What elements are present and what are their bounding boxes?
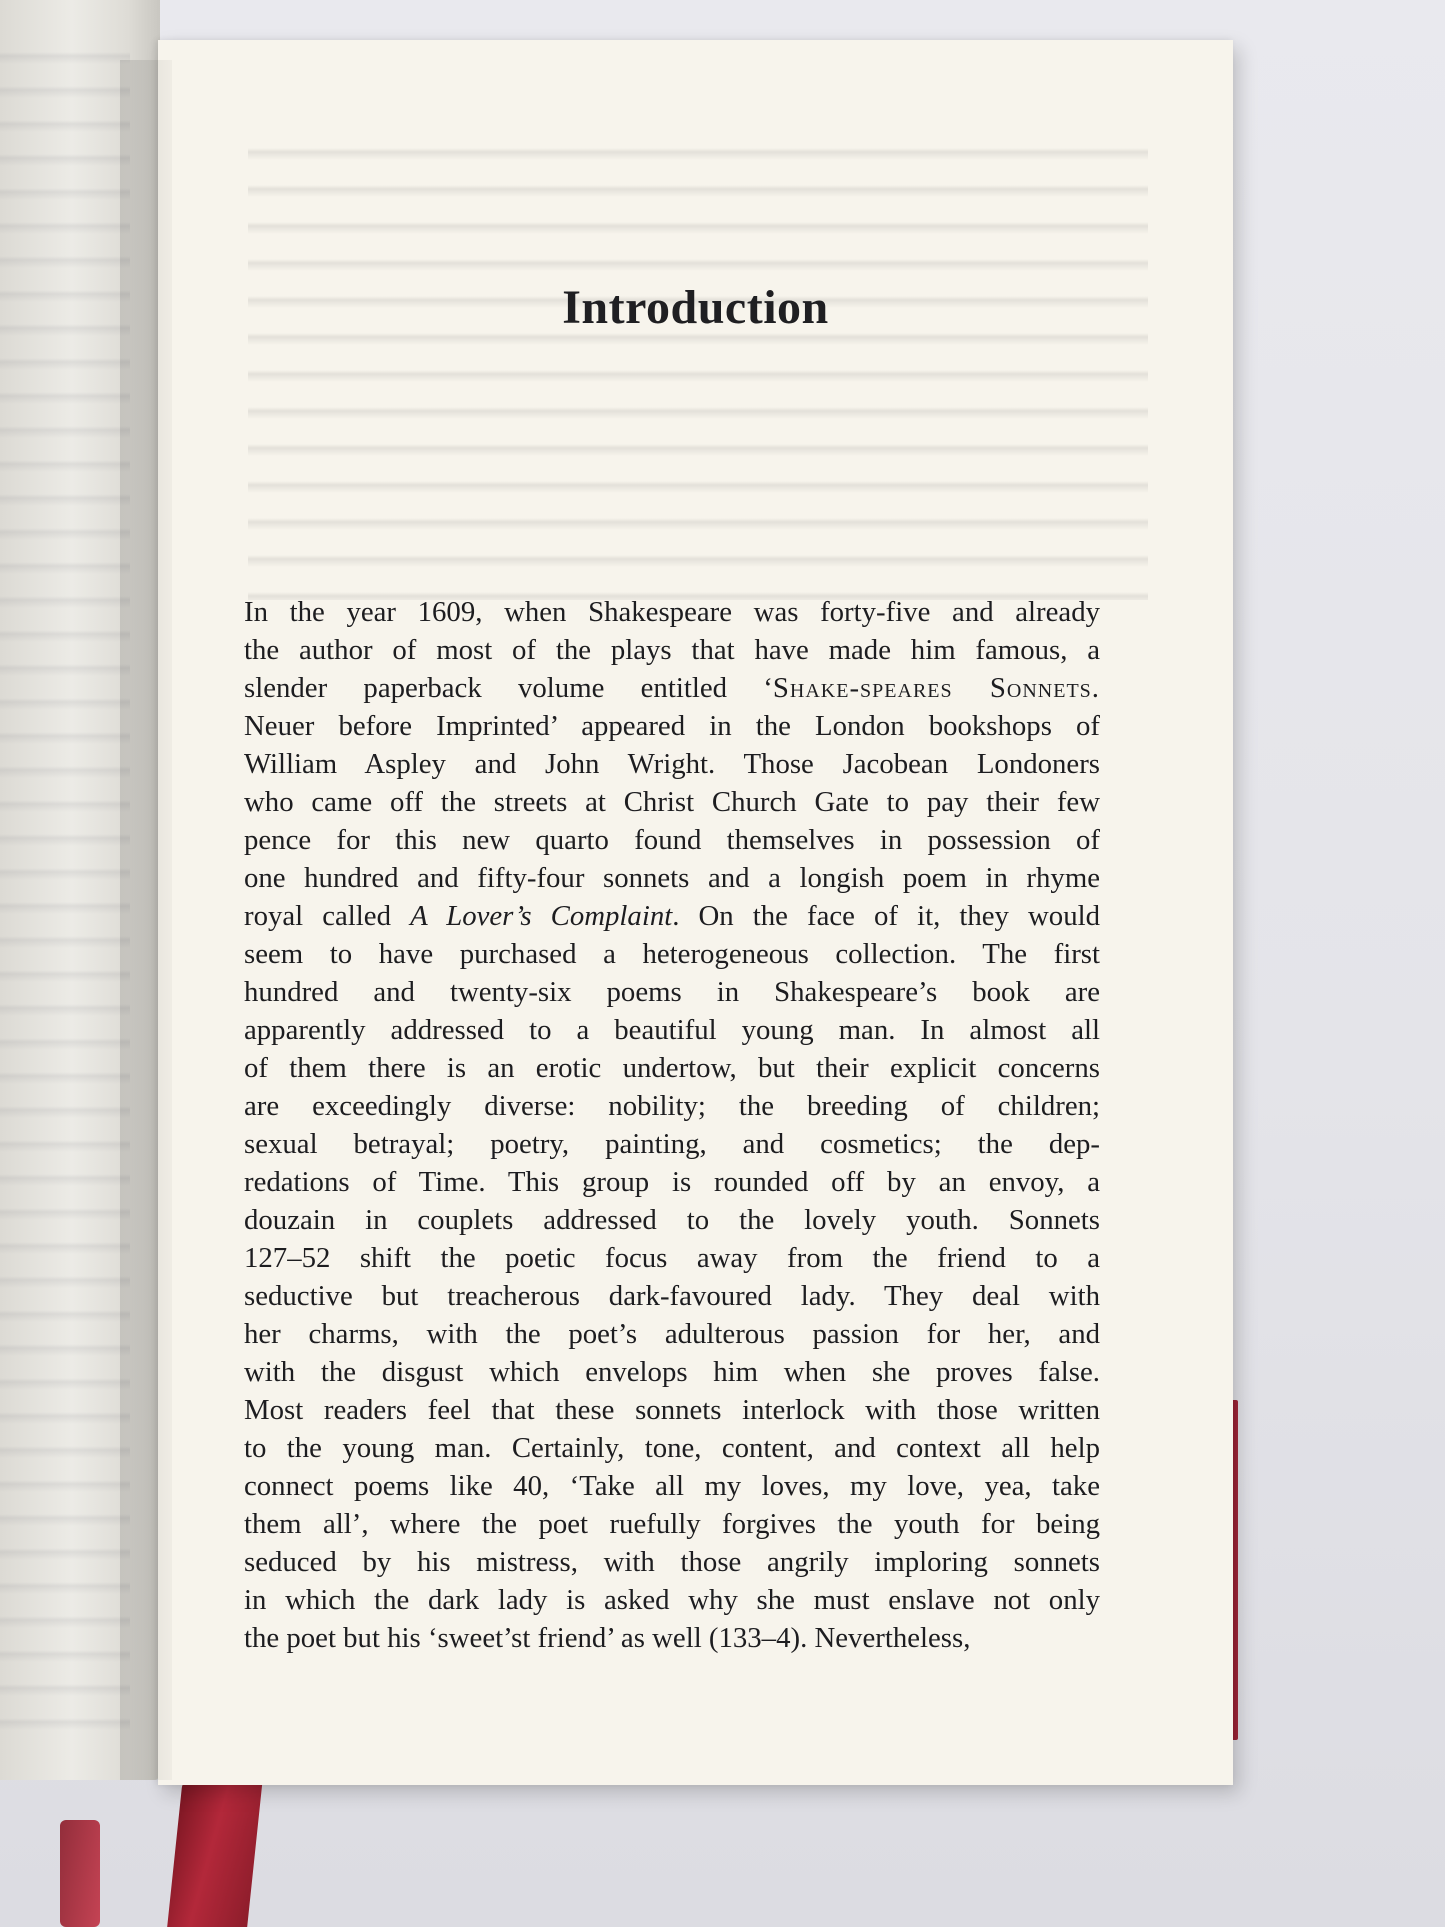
text-line [244, 1505, 1100, 1543]
spine-shadow [120, 60, 172, 1780]
text-run: them all’, where the poet ruefully forgives the youth for being [244, 1508, 1100, 1540]
text-line [244, 1049, 1100, 1087]
small-caps-title: Shake-speares Sonnets. [772, 672, 1101, 704]
text-run: slender paperback volume entitled ‘ [244, 672, 773, 704]
text-line [244, 631, 1100, 669]
text-run: apparently addressed to a beautiful young man. In almost all [244, 1014, 1100, 1046]
book-page [158, 40, 1233, 1785]
text-run: 127–52 shift the poetic focus away from the friend to a [244, 1242, 1100, 1274]
page-bleed-through [248, 130, 1148, 600]
text-line [244, 821, 1100, 859]
text-run: in which the dark lady is asked why she must enslave not only [244, 1584, 1100, 1616]
text-run: hundred and twenty-six poems in Shakespeare’s book are [244, 976, 1100, 1008]
text-run: Neuer before Imprinted’ appeared in the London bookshops of [244, 710, 1100, 742]
text-run: seduced by his mistress, with those angrily imploring sonnets [244, 1546, 1100, 1578]
text-run: William Aspley and John Wright. Those Jacobean Londoners [244, 748, 1100, 780]
text-line [244, 1581, 1100, 1619]
text-line [244, 859, 1100, 897]
text-line [244, 1239, 1100, 1277]
text-line [244, 1201, 1100, 1239]
text-run: In the year 1609, when Shakespeare was forty-five and already [244, 596, 1100, 628]
text-run: seductive but treacherous dark-favoured lady. They deal with [244, 1280, 1100, 1312]
ribbon-bookmark [167, 1778, 263, 1927]
text-line [244, 593, 1100, 631]
text-run: the author of most of the plays that have made him famous, a [244, 634, 1100, 666]
text-line [244, 1087, 1100, 1125]
left-page-bleed-text [0, 30, 130, 1730]
text-run: redations of Time. This group is rounded off by an envoy, a [244, 1166, 1100, 1198]
text-line [244, 935, 1100, 973]
text-run: seem to have purchased a heterogeneous collection. The first [244, 938, 1100, 970]
text-line [244, 1391, 1100, 1429]
text-run: Most readers feel that these sonnets interlock with those written [244, 1394, 1100, 1426]
text-run: who came off the streets at Christ Church Gate to pay their few [244, 786, 1100, 818]
text-line [244, 1353, 1100, 1391]
text-line [244, 973, 1100, 1011]
text-line [244, 1619, 1100, 1657]
text-run: . On the face of it, they would [672, 900, 1100, 932]
text-run: royal called [244, 900, 411, 932]
body-text [244, 593, 1100, 1657]
italic-title: A Lover’s Complaint [410, 900, 673, 932]
text-run: with the disgust which envelops him when she proves false. [244, 1356, 1100, 1388]
text-line [244, 897, 1100, 935]
text-line [244, 745, 1100, 783]
text-run: to the young man. Certainly, tone, content, and context all help [244, 1432, 1100, 1464]
text-run: douzain in couplets addressed to the lovely youth. Sonnets [244, 1204, 1100, 1236]
text-line [244, 669, 1100, 707]
text-line [244, 1429, 1100, 1467]
text-run: connect poems like 40, ‘Take all my loves, my love, yea, take [244, 1470, 1100, 1502]
text-line [244, 1163, 1100, 1201]
text-run: of them there is an erotic undertow, but their explicit concerns [244, 1052, 1100, 1084]
text-run: sexual betrayal; poetry, painting, and cosmetics; the dep- [244, 1128, 1100, 1160]
chapter-title: Introduction [562, 281, 829, 334]
text-line [244, 1543, 1100, 1581]
text-line [244, 1277, 1100, 1315]
text-line [244, 1011, 1100, 1049]
text-run: one hundred and fifty-four sonnets and a longish poem in rhyme [244, 862, 1100, 894]
text-run: pence for this new quarto found themselves in possession of [244, 824, 1100, 856]
text-line [244, 1315, 1100, 1353]
text-line [244, 1467, 1100, 1505]
text-line [244, 1125, 1100, 1163]
text-run: the poet but his ‘sweet’st friend’ as well (133–4). Nevertheless, [244, 1622, 971, 1654]
ribbon-bookmark-secondary [60, 1820, 100, 1927]
text-line [244, 707, 1100, 745]
text-line [244, 783, 1100, 821]
text-run: her charms, with the poet’s adulterous passion for her, and [244, 1318, 1100, 1350]
text-run: are exceedingly diverse: nobility; the breeding of children; [244, 1090, 1100, 1122]
